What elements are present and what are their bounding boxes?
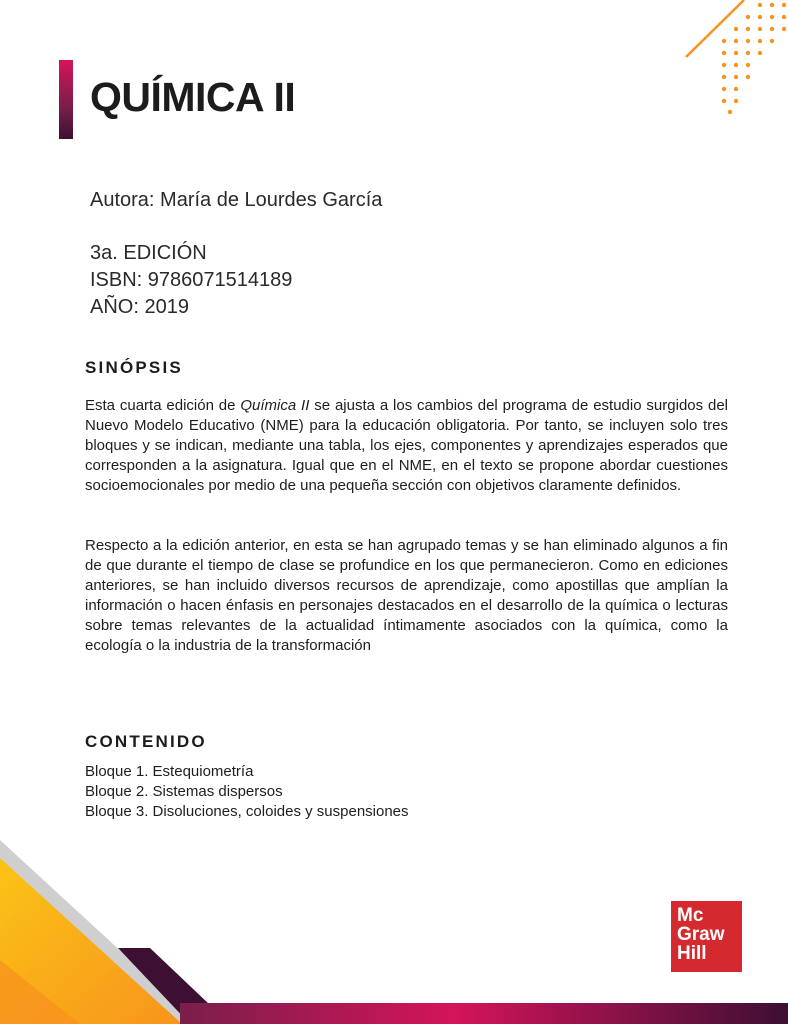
list-item: Bloque 2. Sistemas dispersos xyxy=(85,783,283,800)
top-right-dot-pattern xyxy=(722,3,786,114)
synopsis-p1-italic-title: Química II xyxy=(240,397,310,414)
contents-list xyxy=(85,762,409,822)
logo-line-3: Hill xyxy=(677,943,707,964)
logo-line-2: Graw xyxy=(677,924,725,945)
contents-heading: CONTENIDO xyxy=(85,732,207,751)
edition-line: 3a. EDICIÓN xyxy=(90,242,207,264)
publisher-logo xyxy=(671,901,742,972)
book-title: QUÍMICA II xyxy=(90,74,296,120)
list-item: Bloque 1. Estequiometría xyxy=(85,763,254,780)
synopsis-heading: SINÓPSIS xyxy=(85,358,183,377)
synopsis-p1-before: Esta cuarta edición de xyxy=(85,397,241,414)
synopsis-paragraph-1 xyxy=(85,396,728,496)
synopsis-p1-after: se ajusta a los cambios del programa de estudio surgidos del Nuevo Modelo Educativo (NME) para la educación obligatoria. Por tanto, se incluyen solo tres bloques y se indican, mediante una tabla, los ejes, componentes y aprendizajes esperados que corresponden a la asignatura. Igual que en el NME, en el texto se propone abordar cuestiones socioemocionales por medio de una pequeña sección con objetivos claramente definidos. xyxy=(85,397,728,494)
author-line: Autora: María de Lourdes García xyxy=(90,189,383,211)
year-line: AÑO: 2019 xyxy=(90,296,189,318)
list-item: Bloque 3. Disoluciones, coloides y suspensiones xyxy=(85,803,409,820)
title-accent-bar xyxy=(59,60,73,139)
synopsis-paragraph-2: Respecto a la edición anterior, en esta se han agrupado temas y se han eliminado algunos a fin de que durante el tiempo de clase se profundice en los que permanecieron. Como en ediciones anteriores, se han incluido diversos recursos de aprendizaje, como apostillas que amplían la información o hacen énfasis en personajes destacados en el desarrollo de la química o lecturas sobre temas relevantes de la actualidad íntimamente asociados con la química, como la ecología o la industria de la transformación xyxy=(85,537,728,654)
isbn-line: ISBN: 9786071514189 xyxy=(90,269,293,291)
bottom-gradient-bar xyxy=(180,1003,788,1024)
logo-line-1: Mc xyxy=(677,905,704,926)
